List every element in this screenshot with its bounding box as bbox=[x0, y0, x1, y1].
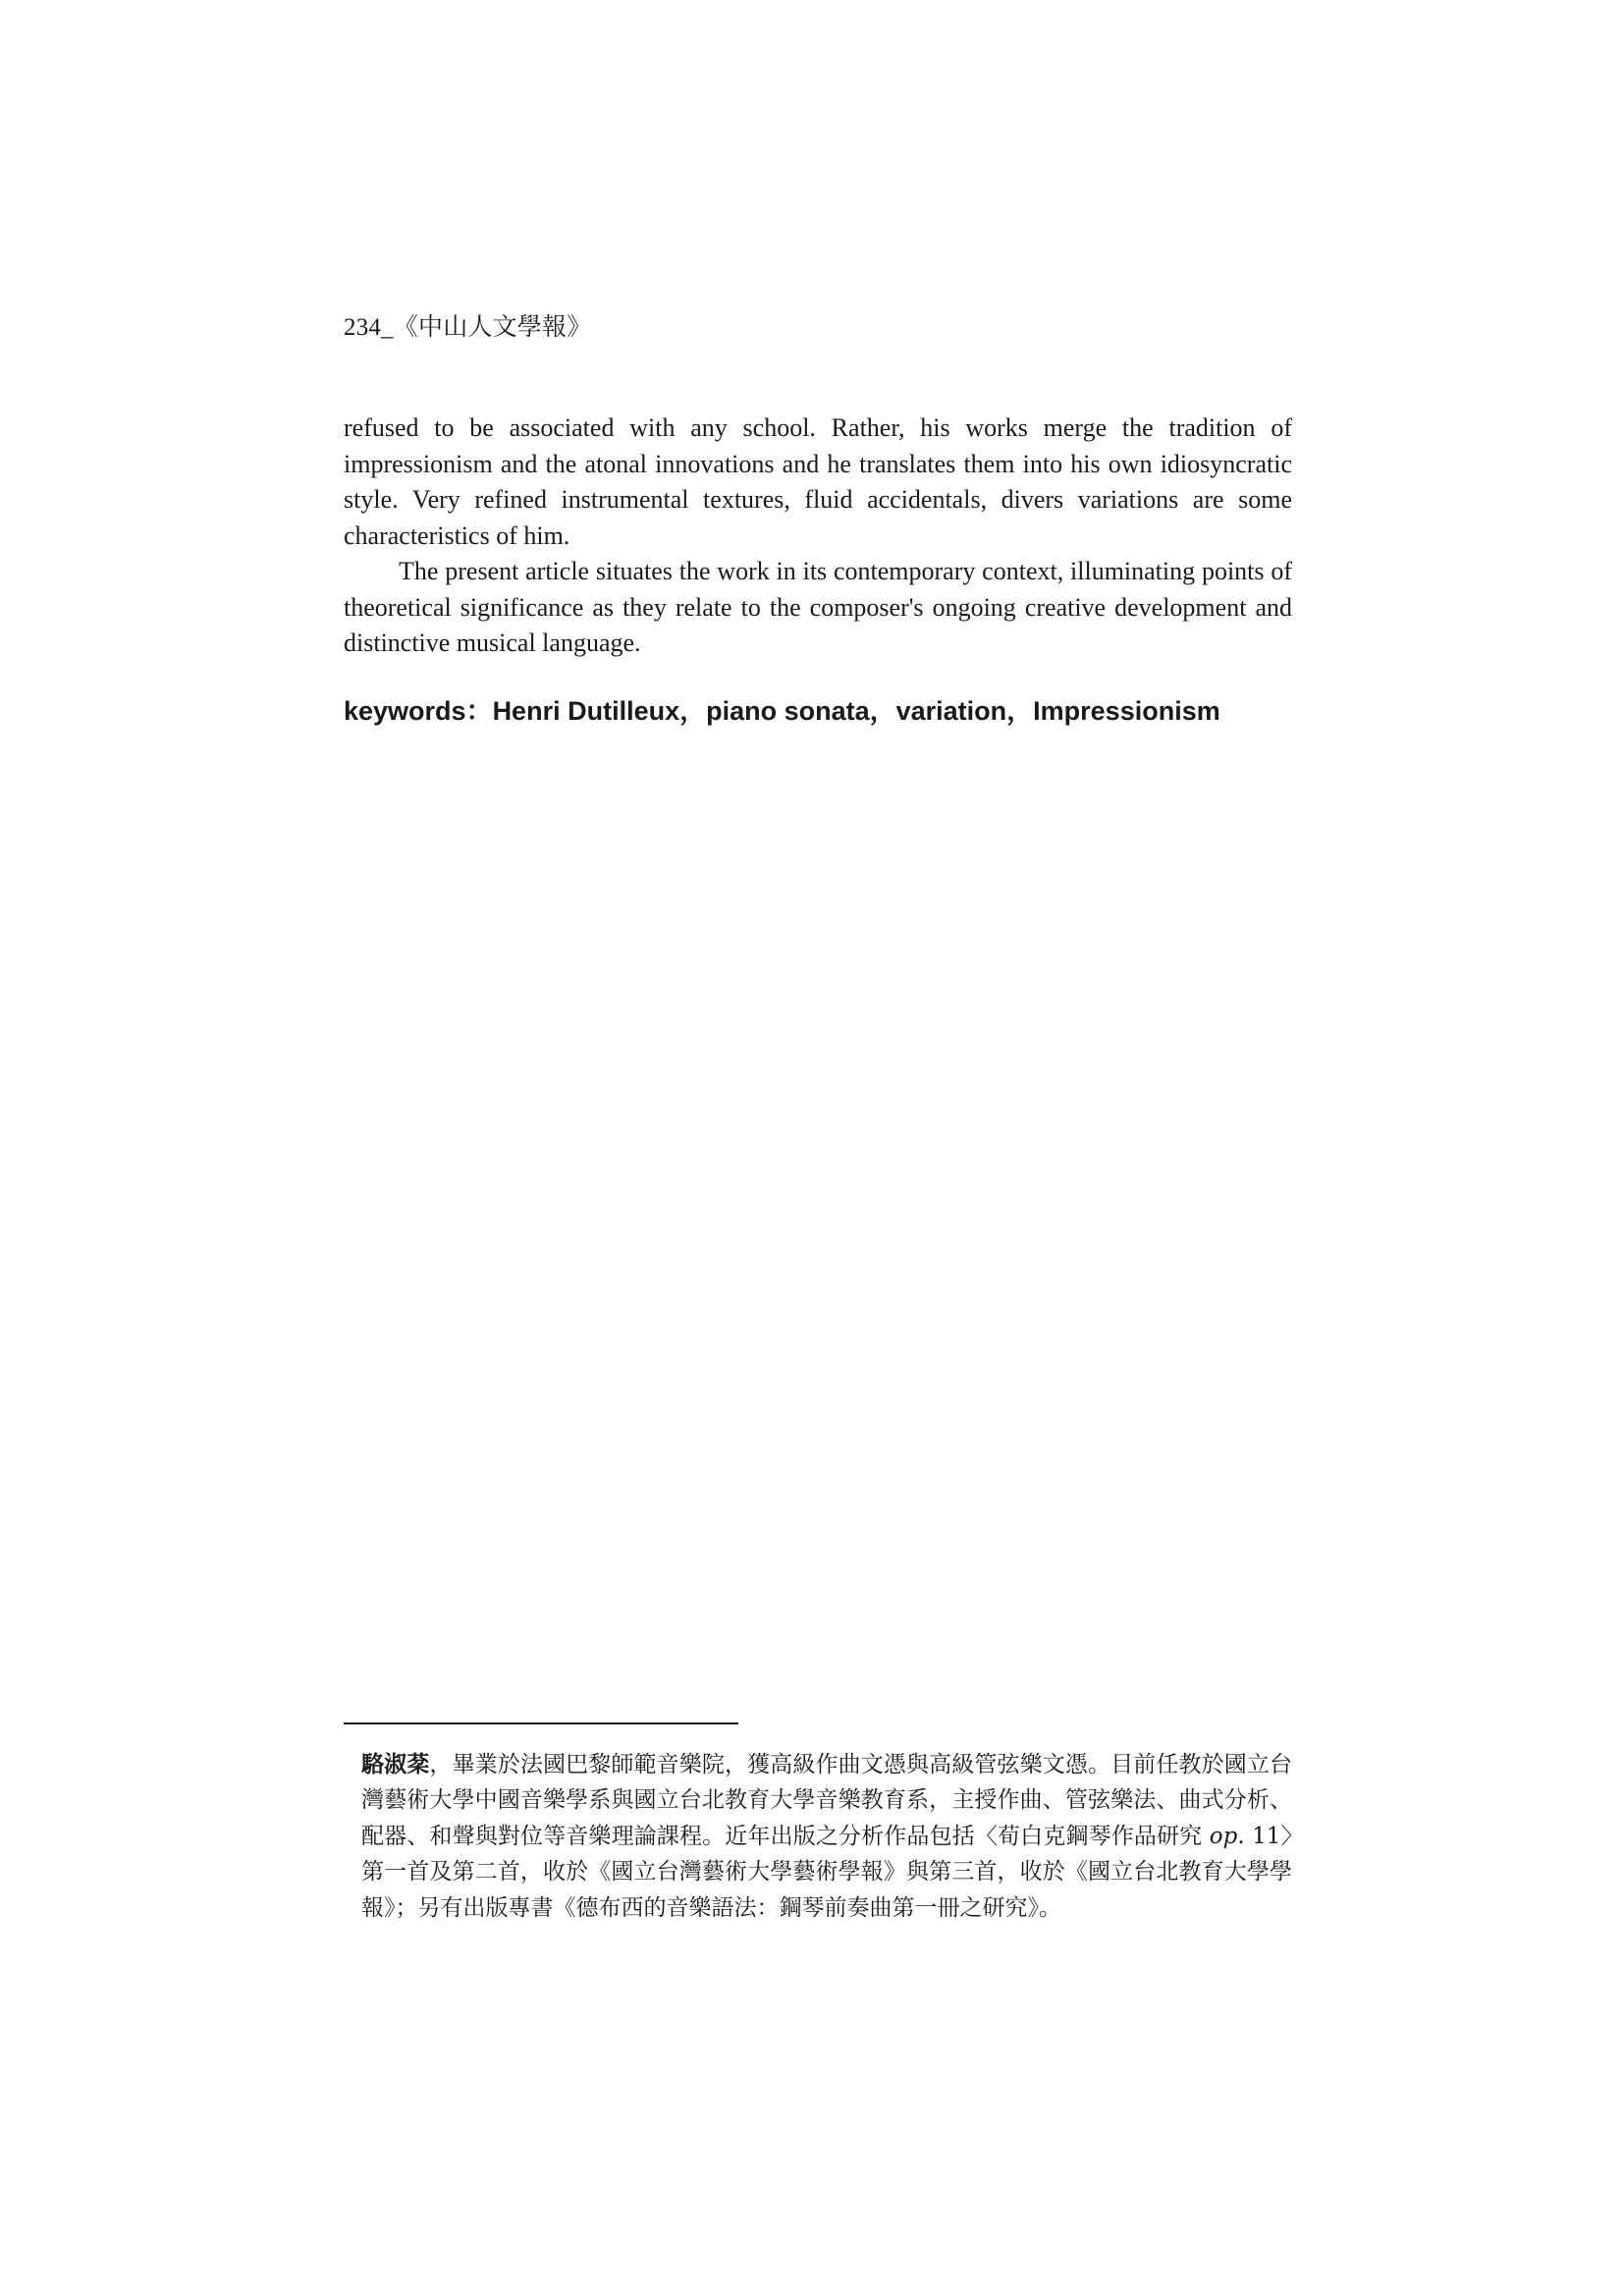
author-name: 駱淑棻 bbox=[361, 1752, 430, 1777]
author-bio-part-1: ，畢業於法國巴黎師範音樂院，獲高級作曲文憑與高級管弦樂文憑。目前任教於國立台灣藝術大學中國音樂學系與國立台北教育大學音樂教育系，主授作曲、管弦樂法、曲式分析、配器、和聲與對位等音樂理論課程。近年出版之分析作品包括〈荀白克鋼琴作品研究 bbox=[361, 1752, 1292, 1849]
abstract-body bbox=[344, 410, 1292, 662]
keywords-label: keywords： bbox=[344, 696, 493, 726]
author-footnote bbox=[361, 1747, 1292, 1926]
footnote-divider bbox=[344, 1722, 738, 1724]
opus-label: op bbox=[1209, 1823, 1238, 1849]
abstract-paragraph-2: The present article situates the work in its contemporary context, illuminating points of theoretical significance as they relate to the composer's ongoing creative development and distinctive musical language. bbox=[344, 557, 1292, 657]
keywords-terms: Henri Dutilleux，piano sonata，variation，Impressionism bbox=[492, 696, 1220, 726]
keywords-line bbox=[344, 693, 1325, 729]
running-head: 234_《中山人文學報》 bbox=[344, 314, 592, 341]
author-bio-part-2: . 11〉第一首及第二首，收於《國立台灣藝術大學藝術學報》與第三首，收於《國立台北教育大學學報》；另有出版專書《德布西的音樂語法：鋼琴前奏曲第一冊之研究》。 bbox=[361, 1823, 1293, 1921]
abstract-paragraph-1: refused to be associated with any school. Rather, his works merge the tradition of impressionism and the atonal innovations and he translates them into his own idiosyncratic style. Very refined instrumental textures, fluid accidentals, divers variations are some characteristics of him. bbox=[344, 413, 1292, 550]
